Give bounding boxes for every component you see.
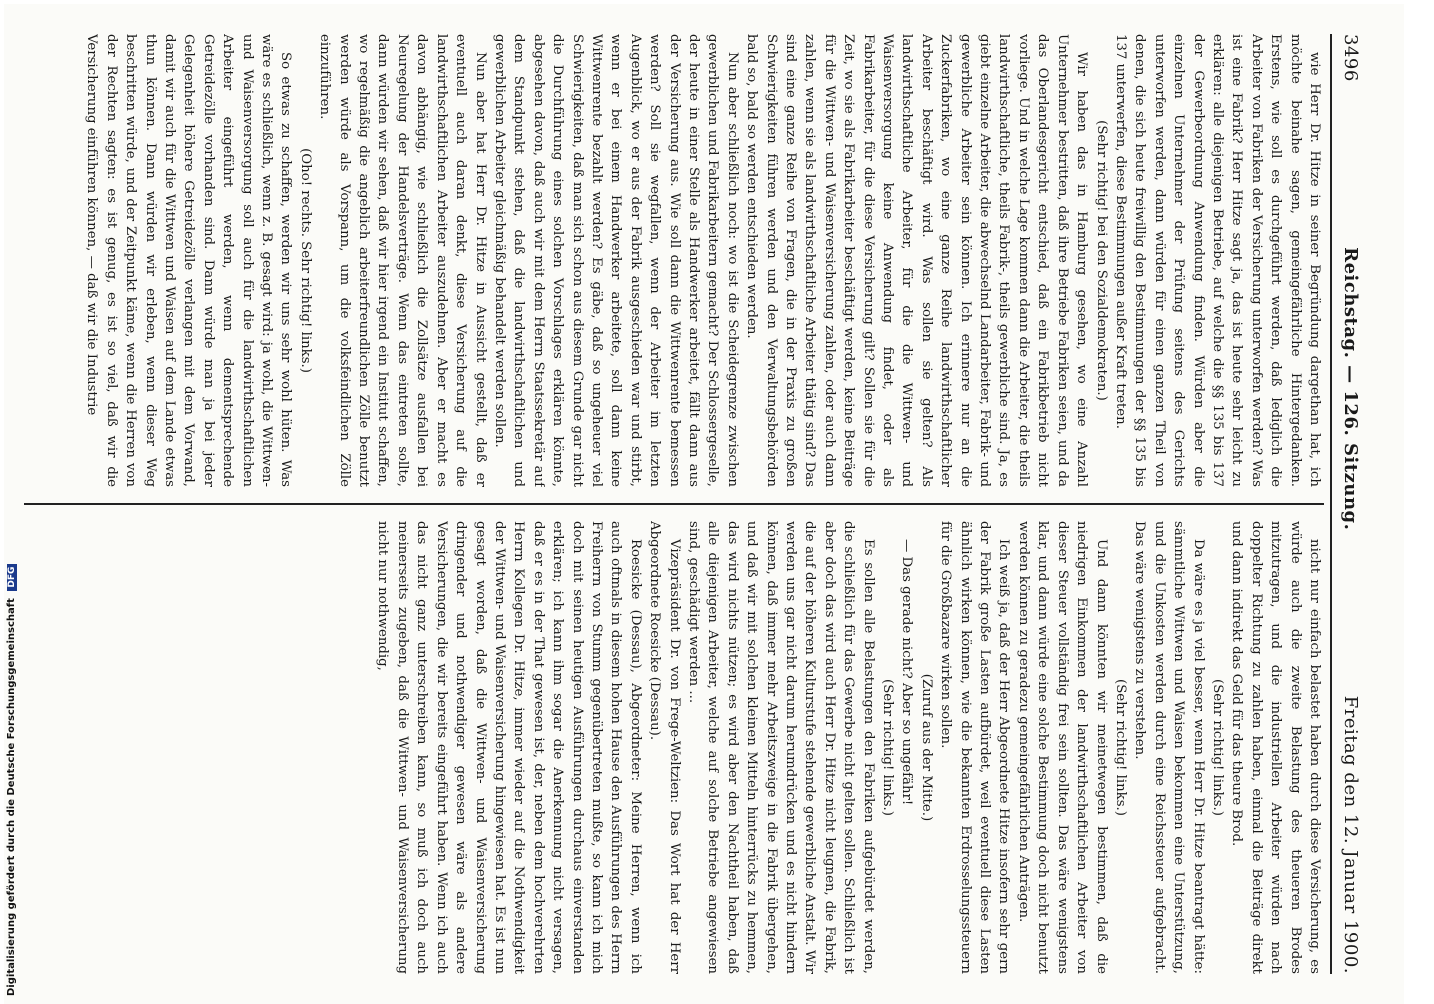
text-columns	[24, 34, 1324, 974]
margin-marker-b	[926, 0, 942, 1]
page-title: Reichstag. — 126. Sitzung.	[1340, 247, 1361, 530]
paragraph: — Das gerade nicht? Aber so ungefähr!	[897, 521, 916, 974]
interjection: (Sehr richtig! links.)	[1208, 521, 1227, 974]
column-divider	[24, 503, 1324, 505]
interjection: (Sehr richtig! links.)	[878, 521, 897, 974]
paragraph: Ich weiß ja, daß der Herr Abgeordnete Hitze insofern sehr gern der Fabrik große Lasten aufbürdet, weil eventuell diese Lasten ähnlich wirken können, wie die bekannten Erdrosselungssteuern für die Großbazare wirken sollen.	[936, 521, 1014, 974]
paragraph: Es sollen alle Belastungen den Fabriken aufgebürdet werden, die schließlich für das Gewerbe nicht gelten sollen. Schließlich ist aber doch das wird auch Herr Dr. Hitze nicht leugnen, die Fabrik, die auf der höheren Kulturstufe stehende gewerbliche Anstalt. Wir werden uns gar nicht darum herumdrücken und es nicht hindern können, daß immer mehr Arbeitszweige in die Fabrik übergehen, und daß wir mit solchen kleinen Mitteln hinterrücks zu hemmen, das wird nichts nützen; es wird aber den Nachtheil haben, daß alle diejenigen Arbeiter, welche auf solche Betriebe angewiesen sind, geschädigt werden ...	[684, 521, 878, 974]
page-header	[1340, 34, 1374, 974]
paragraph: wie Herr Dr. Hitze in seiner Begründung dargethan hat, ich möchte beinahe sagen, gemeingefährliche Hintergedanken. Erstens, wie soll es durchgeführt werden, daß lediglich die Arbeiter von Fabriken der Versicherung unterworfen werden? Was ist eine Fabrik? Herr Hitze sagt ja, das ist heute sehr leicht zu erklären: alle diejenigen Betriebe, auf welche die §§ 135 bis 137 der Gewerbeordnung Anwendung finden. Würden aber die einzelnen Unternehmer der Prüfung seitens des Gerichts unterworfen werden, dann würden für einen ganzen Theil von denen, die sich heute freiwillig den Bestimmungen der §§ 135 bis 137 unterwerfen, diese Bestimmungen außer Kraft treten.	[1111, 34, 1324, 487]
paragraph: So etwas zu schaffen, werden wir uns sehr wohl hüten. Was wäre es schließlich, wenn z. B. gesagt wird: ja wohl, die Wittwen- und Waisenversorgung soll auch für die landwirthschaftlichen Arbeiter eingeführt werden, wenn dementsprechende Getreidezölle vorhanden sind. Dann würde man ja bei jeder Gelegenheit höhere Getreidezölle verlangen mit dem Vorwand, damit wir auch für die Wittwen und Waisen auf dem Lande etwas thun können. Dann würden wir erleben, wenn dieser Weg beschritten würde, und der Zeitpunkt käme, wenn die Herren von der Rechten sagten: es ist genug, es ist so viel, daß wir die Versicherung einführen können, — daß wir die Industrie	[82, 34, 295, 487]
speaker-paragraph: Roesicke (Dessau), Abgeordneter: Meine Herren, wenn ich auch oftmals in diesem hohen Hause den Ausführungen des Herrn Freiherrn von Stumm gegenübertreten mußte, so kann ich mich doch mit seinen heutigen Ausführungen durchaus einverstanden erklären; ich kann ihm sogar die Anerkennung nicht versagen, daß er es in der That gewesen ist, der, neben dem hochverehrten Herrn Kollegen Dr. Hitze, immer wieder auf die Nothwendigkeit der Wittwen- und Waisenversicherung hingewiesen hat. Es ist nun gesagt worden, daß die Wittwen- und Waisenversicherung dringender und nothwendiger gewesen wäre als andere Versicherungen, die wir bereits eingeführt haben. Wenn ich auch das nicht ganz unterschreiben kann, so muß ich doch auch meinerseits zugeben, daß die Wittwen- und Waisenversicherung nicht nur nothwendig,	[373, 521, 645, 974]
page-number: 3496	[1340, 34, 1361, 82]
paragraph: Da wäre es ja viel besser, wenn Herr Dr. Hitze beantragt hätte: sämmtliche Wittwen und Waisen bekommen eine Unterstützung, und die Unkosten werden durch eine Reichssteuer aufgebracht. Das wäre wenigstens zu verstehen.	[1130, 521, 1208, 974]
speaker-paragraph: Vizepräsident Dr. von Frege-Weltzien: Das Wort hat der Herr Abgeordnete Roesicke (Dessau).	[645, 521, 684, 974]
interjection: (Sehr richtig! bei den Sozialdemokraten.)	[1091, 34, 1110, 487]
paragraph: Und dann könnten wir meinetwegen bestimmen, daß die niedrigen Einkommen der landwirthschaftlichen Arbeiter von dieser Steuer vollständig frei sein sollten. Das wäre wenigstens klar, und dann würde eine solche Bestimmung doch nicht benutzt werden können zu geradezu gemeingefährlichen Anträgen.	[1014, 521, 1111, 974]
interjection: (Oho! rechts. Sehr richtig! links.)	[295, 34, 314, 487]
paragraph: Nun aber schließlich noch: wo ist die Scheidegrenze zwischen gewerblichen und Fabrikarbeitern gemacht? Der Schlossergeselle, der heute in einer Stelle als Handwerker arbeitet, fällt dann aus der Versicherung aus. Wie soll dann die Wittwenrente bemessen werden? Soll sie wegfallen, wenn der Arbeiter im letzten Augenblick, wo er aus der Fabrik ausgeschieden war und stirbt, wenn er bei einem Handwerker arbeitete, soll dann keine Wittwenrente bezahlt werden? Es gäbe, daß so ungeheuer viel Schwierigkeiten, daß man sich schon aus diesem Grunde gar nicht die Durchführung eines solchen Vorschlages erklären könnte, abgesehen davon, daß auch wir mit dem Herrn Staatssekretär auf dem Standpunkt stehen, daß die landwirthschaftlichen und gewerblichen Arbeiter gleichmäßig behandelt werden sollen.	[490, 34, 742, 487]
page-date: Freitag den 12. Januar 1900.	[1340, 696, 1361, 974]
digitization-credit	[6, 596, 17, 996]
credit-text: Digitalisierung gefördert durch die Deutsche Forschungsgemeinschaft	[6, 598, 17, 996]
paragraph: Wir haben das in Hamburg gesehen, wo eine Anzahl Unternehmer bestritten, daß ihre Betriebe Fabriken seien, und da das Oberlandesgericht entschied, daß ein Fabrikbetrieb nicht vorliege. Und in welche Lage kommen dann die Arbeiter, die theils landwirthschaftliche, theils Fabrik-, theils gewerbliche sind. Ja, es giebt einzelne Arbeiter, die abwechselnd Landarbeiter, Fabrik- und gewerbliche Arbeiter sein können. Ich erinnere nur an die Zuckerfabriken, wo eine ganze Reihe landwirthschaftlicher Arbeiter beschäftigt wird. Was sollen sie gelten? Als landwirthschaftliche Arbeiter, für die die Wittwen- und Waisenversorgung keine Anwendung findet, oder als Fabrikarbeiter, für die diese Versicherung gilt? Sollen sie für die Zeit, wo sie als Fabrikarbeiter beschäftigt werden, keine Beiträge für die Wittwen- und Waisenversicherung zahlen, oder auch dann zahlen, wenn sie als landwirthschaftliche Arbeiter thätig sind? Das sind eine ganze Reihe von Fragen, die in der Praxis zu großen Schwierigkeiten führen werden und den Verwaltungsbehörden bald so, bald so werden entschieden werden.	[742, 34, 1091, 487]
right-column	[24, 521, 1324, 974]
interjection: (Sehr richtig! links.)	[1111, 521, 1130, 974]
paragraph: nicht nur einfach belastet haben durch diese Versicherung, es würde auch die zweite Belastung des theueren Brodes mitzutragen, und die industriellen Arbeiter würden nach doppelter Richtung zu zahlen haben, einmal die Beiträge direkt und dann indirekt das Geld für das theure Brod.	[1227, 521, 1324, 974]
interjection: (Zuruf aus der Mitte.)	[916, 521, 935, 974]
dfg-logo: DFG	[7, 564, 17, 591]
left-column	[24, 34, 1324, 487]
document-page	[4, 4, 1404, 1004]
paragraph: Nun aber hat Herr Dr. Hitze in Aussicht gestellt, daß er eventuell auch daran denkt, diese Versicherung auf die landwirthschaftlichen Arbeiter auszudehnen. Aber er macht es davon abhängig, wie schließlich die Zollsätze ausfallen bei Neuregelung der Handelsverträge. Wenn das eintreten sollte, dann würden wir sehen, daß wir hier irgend ein Institut schaffen, wo regelmäßig die angeblich arbeiterfreundlichen Zölle benutzt werden würde als Vorspann, um die volksfeindlichen Zölle einzuführen.	[315, 34, 490, 487]
header-rule	[1330, 34, 1332, 974]
